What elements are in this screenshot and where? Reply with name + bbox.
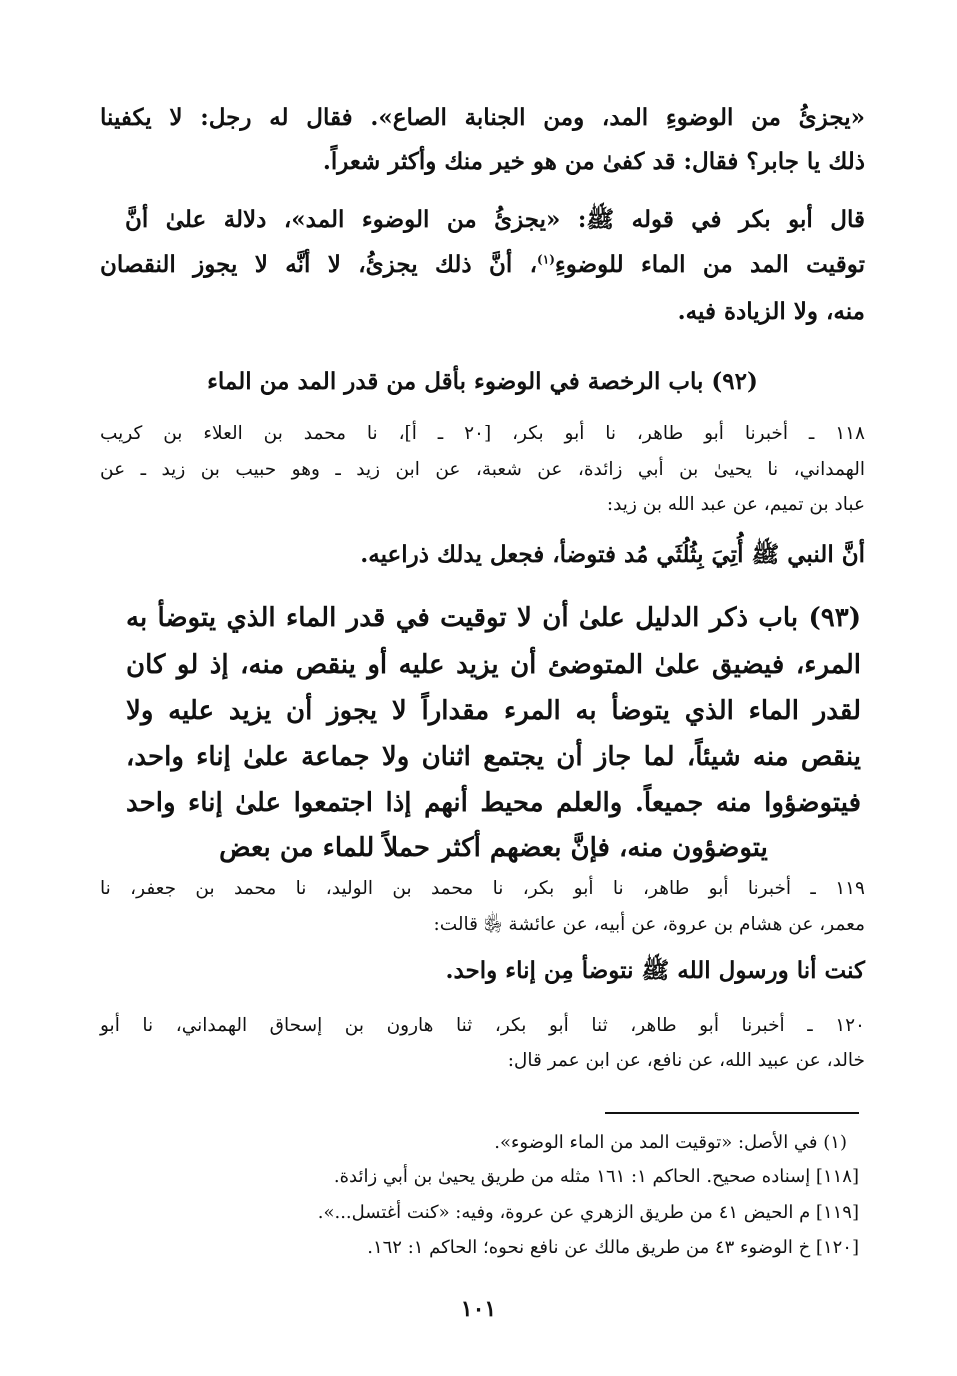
chapter-93-heading-line-5: فيتوضؤوا منه جميعاً. والعلم محيط أنهم إذا اجتمعوا علىٰ إناء واحد (126, 788, 861, 818)
hadith-118-line-1: ١١٨ ـ أخبرنا أبو طاهر، نا أبو بكر، [٢٠ ـ أ]، نا محمد بن العلاء بن كريب (100, 423, 865, 444)
hadith-120-line-2: خالد، عن عبيد الله، عن نافع، عن ابن عمر قال: (507, 1050, 865, 1071)
hadith-118-matn: أنَّ النبي ﷺ أُتِيَ بِثُلُثَي مُد فتوضأ، فجعل يدلك ذراعيه. (360, 541, 865, 568)
paragraph-2-line-2-part-a: توقيت المد من الماء للوضوءِ (554, 251, 865, 278)
footnote-ref-1: (١) (537, 252, 555, 267)
paragraph-1-line-2: ذلك يا جابر؟ فقال: قد كفىٰ من هو خير منك وأكثر شعراً. (322, 148, 865, 175)
chapter-93-heading-line-4: ينقص منه شيئاً، لما جاز أن يجتمع اثنان ولا جماعة علىٰ إناء واحد، (126, 742, 861, 772)
footnote-119: [١١٩] م الحيض ٤١ من طريق الزهري عن عروة، وفيه: «كنت أغتسل...». (317, 1202, 859, 1223)
paragraph-2-line-3: منه، ولا الزيادة فيه. (677, 298, 865, 325)
hadith-118-line-2: الهمداني، نا يحيىٰ بن أبي زائدة، عن شعبة، عن ابن زيد ـ وهو حبيب بن زيد ـ عن (100, 459, 865, 480)
paragraph-2-line-2-part-b: ، أنَّ ذلك يجزئُ، لا أنَّه لا يجوز النقصان (100, 251, 538, 278)
chapter-93-heading-line-3: لقدر الماء الذي يتوضأ به المرء مقداراً لا يجوز أن يزيد عليه ولا (126, 696, 861, 726)
hadith-118-line-3: عباد بن تميم، عن عبد الله بن زيد: (606, 494, 865, 515)
footnote-118: [١١٨] إسناده صحيح. الحاكم ١: ١٦١ مثله من طريق يحيىٰ بن أبي زائدة. (333, 1166, 859, 1187)
paragraph-2-line-2 (100, 251, 865, 278)
footnote-1: (١) في الأصل: «توقيت المد من الماء الوضوء». (494, 1132, 847, 1153)
footnote-120: [١٢٠] خ الوضوء ٤٣ من طريق مالك عن نافع نحوه؛ الحاكم ١: ١٦٢. (367, 1237, 859, 1258)
hadith-119-line-1: ١١٩ ـ أخبرنا أبو طاهر، نا أبو بكر، نا محمد بن الوليد، نا محمد بن جعفر، نا (100, 878, 865, 899)
hadith-119-matn: كنت أنا ورسول الله ﷺ نتوضأ مِن إناء واحد. (445, 957, 865, 984)
footnote-separator (605, 1112, 859, 1114)
hadith-119-line-2: معمر، عن هشام بن عروة، عن أبيه، عن عائشة ﵂ قالت: (433, 914, 865, 935)
paragraph-1-line-1: «يجزئُ من الوضوءِ المد، ومن الجنابة الصاع». فقال له رجل: لا يكفينا (100, 104, 865, 131)
chapter-92-heading: (٩٢) باب الرخصة في الوضوء بأقل من قدر المد من الماء (207, 368, 758, 395)
chapter-93-heading-line-2: المرء، فيضيق علىٰ المتوضئ أن يزيد عليه أو ينقص منه، إذ لو كان (126, 650, 861, 680)
chapter-93-heading-line-6: يتوضؤون منه، فإنَّ بعضهم أكثر حملاً للماء من بعض (219, 833, 768, 863)
hadith-120-line-1: ١٢٠ ـ أخبرنا أبو طاهر، ثنا أبو بكر، ثنا هارون بن إسحاق الهمداني، نا أبو (100, 1015, 865, 1036)
chapter-93-heading-line-1: (٩٣) باب ذكر الدليل علىٰ أن لا توقيت في قدر الماء الذي يتوضأ به (126, 603, 861, 633)
page-number: ١٠١ (460, 1296, 497, 1322)
paragraph-2-line-1: قال أبو بكر في قوله ﷺ: «يجزئُ من الوضوء المد»، دلالة علىٰ أنَّ (125, 206, 865, 233)
